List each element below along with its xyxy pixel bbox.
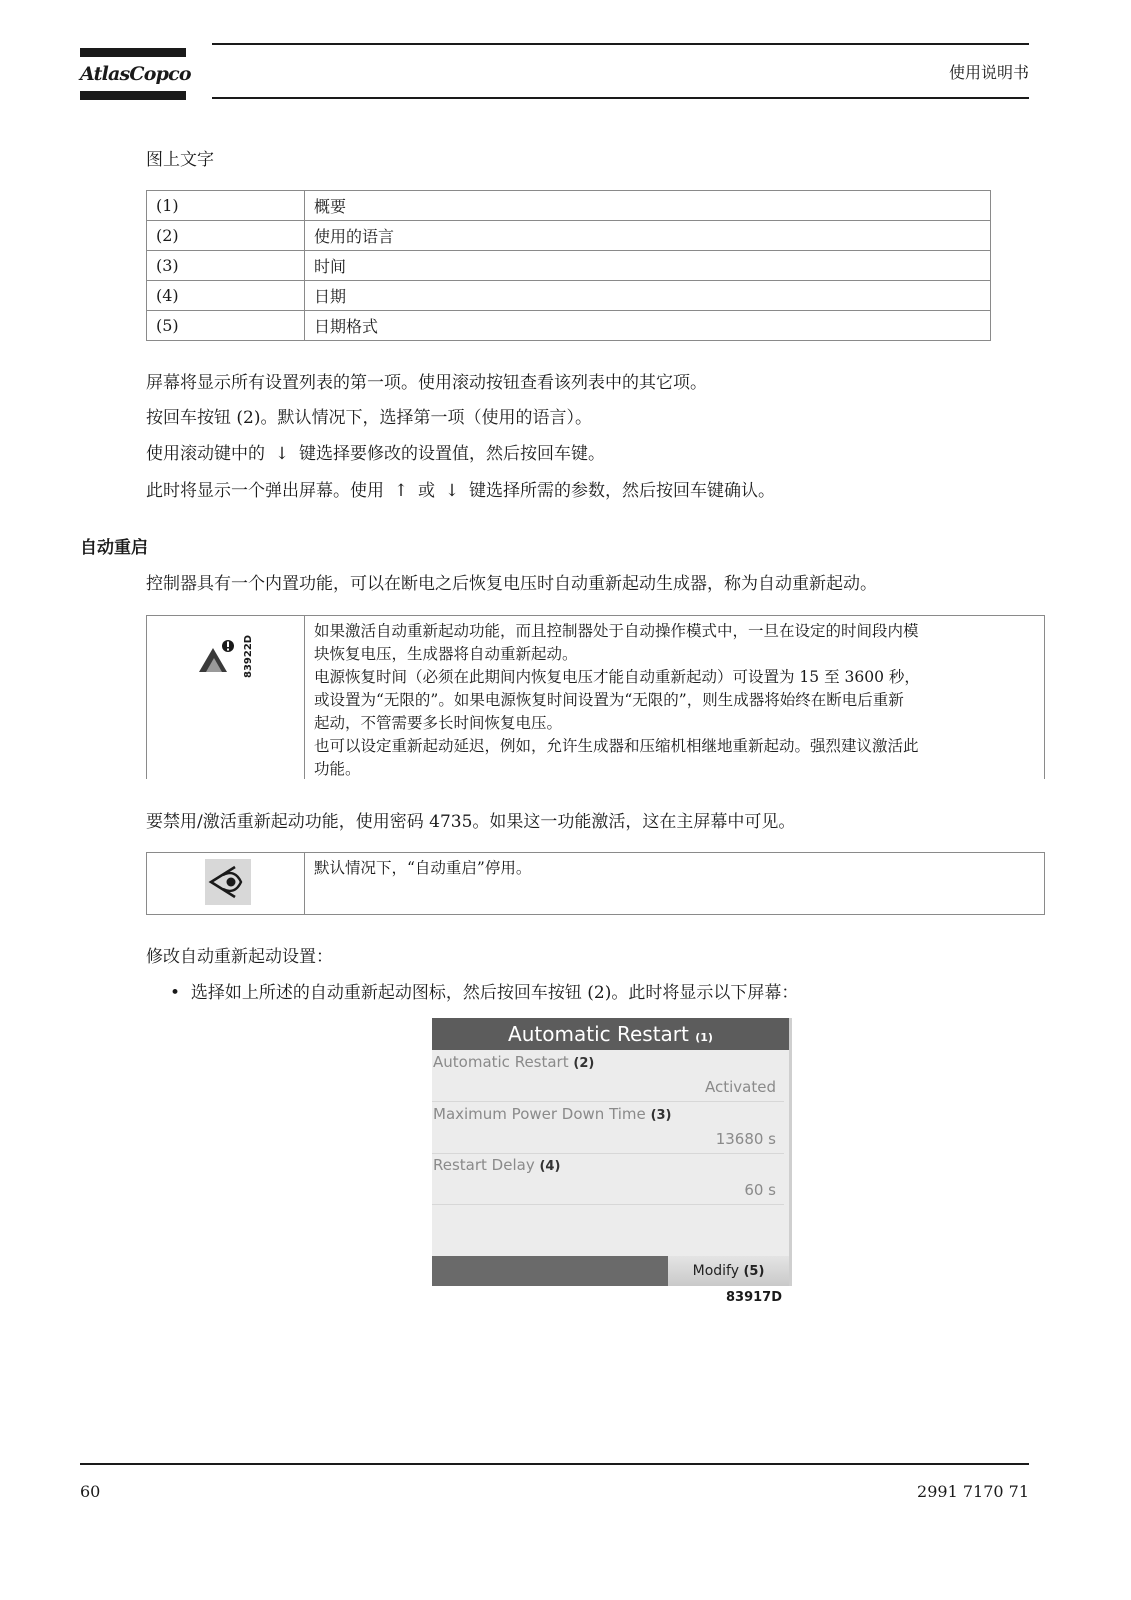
warning-line: 块恢复电压，生成器将自动重新起动。: [314, 645, 578, 663]
footer-rule: [80, 1463, 1029, 1465]
screen-row-ref: (4): [539, 1159, 561, 1174]
document-type: 使用说明书: [948, 63, 1029, 82]
screen-figure-code: 83917D: [726, 1290, 783, 1305]
modify-button-label: Modify: [692, 1263, 739, 1279]
instruction-text: 或: [418, 481, 435, 501]
table-row: [147, 191, 991, 221]
screen-row-value: 60 s: [744, 1181, 776, 1199]
logo-wordmark: AtlasCopco: [80, 63, 191, 85]
instruction-line: 屏幕将显示所有设置列表的第一项。使用滚动按钮查看该列表中的其它项。: [146, 373, 707, 393]
bullet-text: 选择如上所述的自动重新起动图标，然后按回车按钮 (2)。此时将显示以下屏幕：: [190, 983, 799, 1003]
page-number: 60: [80, 1482, 101, 1501]
warning-line: 电源恢复时间（必须在此期间内恢复电压才能自动重新起动）可设置为 15 至 3600 秒，: [314, 668, 920, 686]
table-row: [147, 251, 991, 281]
warning-line: 起动，不管需要多长时间恢复电压。: [314, 714, 563, 732]
warning-line: 功能。: [314, 760, 361, 778]
warning-icon: [197, 638, 237, 674]
logo-bar-bottom: [80, 91, 186, 100]
password-note: 要禁用/激活重新起动功能，使用密码 4735。如果这一功能激活，这在主屏幕中可见。: [146, 812, 796, 832]
arrow-up-icon: ↑: [393, 481, 409, 501]
section-intro: 控制器具有一个内置功能，可以在断电之后恢复电压时自动重新起动生成器，称为自动重新起动。: [146, 574, 877, 594]
table-row: [147, 221, 991, 251]
controller-screen: [432, 1018, 792, 1286]
instruction-line: [146, 479, 775, 503]
box-divider: [304, 853, 305, 914]
screen-row[interactable]: [432, 1153, 784, 1205]
instruction-text: 使用滚动键中的: [146, 444, 265, 464]
logo-bar-top: [80, 48, 186, 57]
legend-number: (1): [147, 191, 305, 221]
table-row: [147, 281, 991, 311]
screen-row-value: Activated: [705, 1078, 776, 1096]
screen-row[interactable]: [432, 1050, 784, 1102]
warning-figure-code: 83922D: [243, 634, 254, 678]
screen-row-label: Automatic Restart: [433, 1053, 569, 1071]
section-title: 自动重启: [80, 538, 148, 558]
screen-row-label: Maximum Power Down Time: [433, 1105, 646, 1123]
warning-box: [146, 615, 1045, 779]
modify-button-ref: (5): [743, 1264, 765, 1279]
eye-icon: [205, 859, 251, 905]
legend-heading: 图上文字: [146, 150, 214, 170]
bullet-item: [170, 981, 798, 1005]
bullet-dot-icon: •: [170, 983, 191, 1003]
warning-text: [314, 620, 1038, 781]
info-box: [146, 852, 1045, 915]
document-number: 2991 7170 71: [917, 1482, 1029, 1501]
modify-heading: 修改自动重新起动设置：: [146, 947, 333, 967]
legend-label: 概要: [305, 191, 991, 221]
warning-line: 如果激活自动重新起动功能，而且控制器处于自动操作模式中，一旦在设定的时间段内模: [314, 622, 919, 640]
header-rule-top: [212, 43, 1029, 45]
screen-row-value: 13680 s: [715, 1130, 776, 1148]
screen-row-ref: (2): [573, 1056, 595, 1071]
warning-line: 也可以设定重新起动延迟，例如，允许生成器和压缩机相继地重新起动。强烈建议激活此: [314, 737, 919, 755]
legend-number: (3): [147, 251, 305, 281]
arrow-down-icon: ↓: [444, 481, 460, 501]
info-text: 默认情况下，“自动重启”停用。: [314, 859, 532, 877]
legend-number: (2): [147, 221, 305, 251]
legend-label: 日期: [305, 281, 991, 311]
screen-title-bar: [432, 1018, 789, 1050]
legend-label: 使用的语言: [305, 221, 991, 251]
warning-line: 或设置为“无限的”。如果电源恢复时间设置为“无限的”，则生成器将始终在断电后重新: [314, 691, 904, 709]
screen-row[interactable]: [432, 1102, 784, 1154]
legend-number: (4): [147, 281, 305, 311]
modify-button[interactable]: [668, 1256, 789, 1286]
legend-label: 日期格式: [305, 311, 991, 341]
screen-footer: [432, 1256, 789, 1286]
instruction-text: 键选择所需的参数，然后按回车键确认。: [469, 481, 775, 501]
screen-title: Automatic Restart: [508, 1022, 689, 1046]
arrow-down-icon: ↓: [274, 444, 290, 464]
instruction-line: 按回车按钮 (2)。默认情况下，选择第一项（使用的语言）。: [146, 408, 592, 428]
legend-label: 时间: [305, 251, 991, 281]
legend-number: (5): [147, 311, 305, 341]
screen-row-ref: (3): [650, 1108, 672, 1123]
instruction-text: 键选择要修改的设置值，然后按回车键。: [299, 444, 605, 464]
brand-logo: [80, 48, 191, 100]
header-rule-bottom: [212, 97, 1029, 99]
legend-table: [146, 190, 991, 341]
screen-row-label: Restart Delay: [433, 1156, 535, 1174]
instruction-line: [146, 442, 605, 466]
instruction-text: 此时将显示一个弹出屏幕。使用: [146, 481, 384, 501]
table-row: [147, 311, 991, 341]
box-divider: [304, 616, 305, 779]
screen-title-ref: (1): [695, 1031, 713, 1044]
